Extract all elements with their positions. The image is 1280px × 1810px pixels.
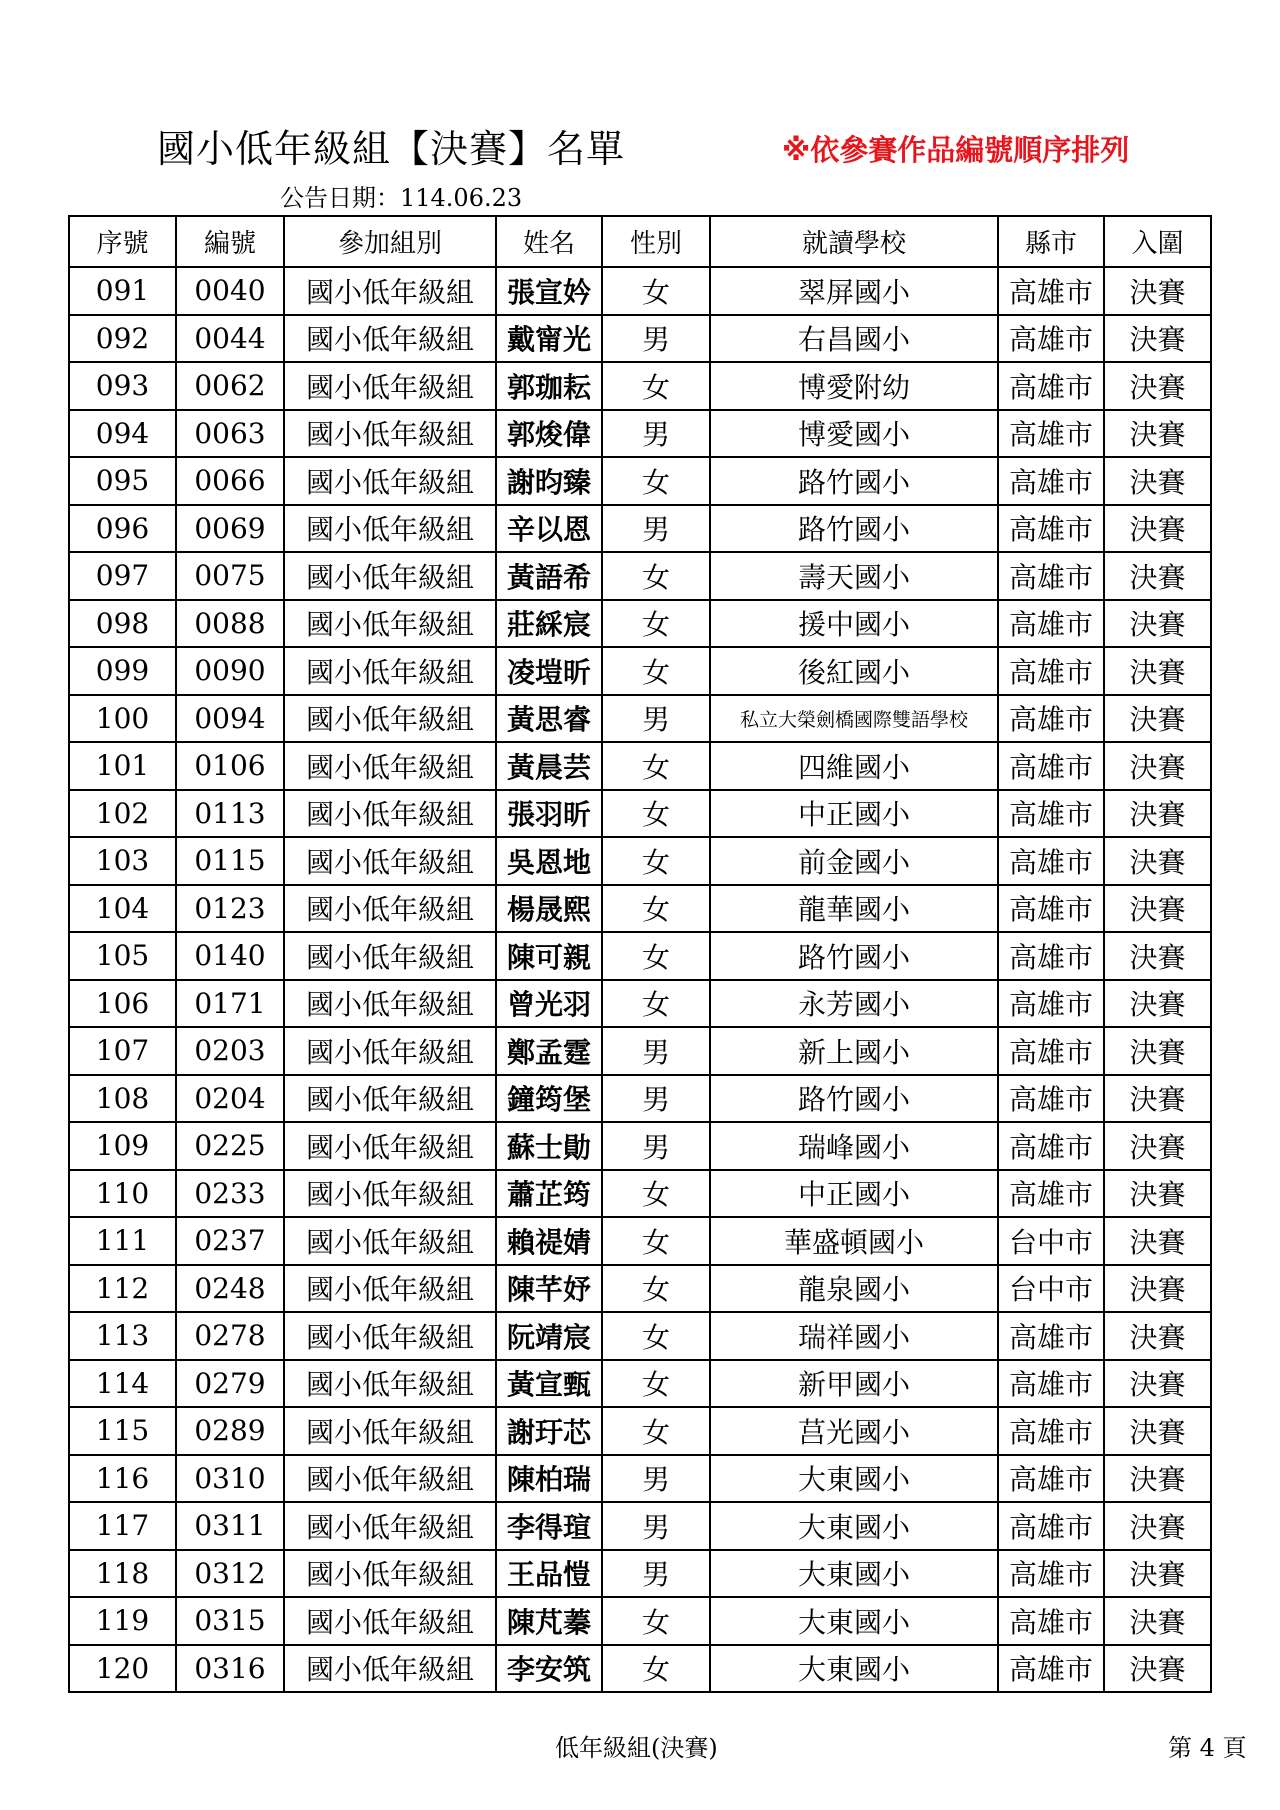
- city-cell: 高雄市: [998, 362, 1104, 410]
- id-cell: 0069: [176, 505, 284, 553]
- seq-cell: 102: [69, 790, 176, 838]
- group-cell: 國小低年級組: [284, 267, 496, 315]
- gender-cell: 女: [602, 1645, 710, 1693]
- seq-cell: 106: [69, 980, 176, 1028]
- seq-cell: 092: [69, 315, 176, 363]
- id-cell: 0203: [176, 1027, 284, 1075]
- school-cell: 路竹國小: [710, 1075, 998, 1123]
- name-cell: 戴甯光: [496, 315, 602, 363]
- city-cell: 高雄市: [998, 1360, 1104, 1408]
- result-cell: 決賽: [1104, 267, 1211, 315]
- name-cell: 黃晨芸: [496, 742, 602, 790]
- group-cell: 國小低年級組: [284, 742, 496, 790]
- result-cell: 決賽: [1104, 1265, 1211, 1313]
- name-cell: 蕭芷筠: [496, 1170, 602, 1218]
- gender-cell: 女: [602, 1217, 710, 1265]
- seq-cell: 095: [69, 457, 176, 505]
- table-row: [69, 837, 1211, 885]
- table-row: [69, 1407, 1211, 1455]
- name-cell: 楊晟熙: [496, 885, 602, 933]
- id-cell: 0311: [176, 1502, 284, 1550]
- group-cell: 國小低年級組: [284, 1455, 496, 1503]
- school-cell: 大東國小: [710, 1550, 998, 1598]
- name-cell: 黃語希: [496, 552, 602, 600]
- group-cell: 國小低年級組: [284, 647, 496, 695]
- id-cell: 0106: [176, 742, 284, 790]
- result-cell: 決賽: [1104, 315, 1211, 363]
- group-cell: 國小低年級組: [284, 1027, 496, 1075]
- table-row: [69, 790, 1211, 838]
- seq-cell: 119: [69, 1597, 176, 1645]
- school-cell: 莒光國小: [710, 1407, 998, 1455]
- id-cell: 0094: [176, 695, 284, 743]
- id-cell: 0225: [176, 1122, 284, 1170]
- result-cell: 決賽: [1104, 932, 1211, 980]
- name-cell: 鐘筠堡: [496, 1075, 602, 1123]
- school-cell: 新上國小: [710, 1027, 998, 1075]
- table-row: [69, 932, 1211, 980]
- school-cell: 路竹國小: [710, 932, 998, 980]
- school-cell: 援中國小: [710, 600, 998, 648]
- table-row: [69, 1550, 1211, 1598]
- result-cell: 決賽: [1104, 600, 1211, 648]
- school-cell: 新甲國小: [710, 1360, 998, 1408]
- seq-cell: 109: [69, 1122, 176, 1170]
- table-row: [69, 362, 1211, 410]
- city-cell: 高雄市: [998, 505, 1104, 553]
- name-cell: 黃思睿: [496, 695, 602, 743]
- table-row: [69, 742, 1211, 790]
- city-cell: 高雄市: [998, 742, 1104, 790]
- name-cell: 蘇士勛: [496, 1122, 602, 1170]
- col-header-gender: 性別: [602, 216, 710, 267]
- city-cell: 高雄市: [998, 552, 1104, 600]
- col-header-group: 參加組別: [284, 216, 496, 267]
- seq-cell: 118: [69, 1550, 176, 1598]
- city-cell: 高雄市: [998, 980, 1104, 1028]
- table-row: [69, 1122, 1211, 1170]
- announcement-date: 公告日期：114.06.23: [280, 184, 523, 212]
- id-cell: 0171: [176, 980, 284, 1028]
- col-header-name: 姓名: [496, 216, 602, 267]
- group-cell: 國小低年級組: [284, 1645, 496, 1693]
- seq-cell: 094: [69, 410, 176, 458]
- seq-cell: 100: [69, 695, 176, 743]
- city-cell: 高雄市: [998, 1550, 1104, 1598]
- city-cell: 高雄市: [998, 647, 1104, 695]
- gender-cell: 女: [602, 790, 710, 838]
- result-cell: 決賽: [1104, 695, 1211, 743]
- seq-cell: 093: [69, 362, 176, 410]
- gender-cell: 女: [602, 1407, 710, 1455]
- city-cell: 高雄市: [998, 267, 1104, 315]
- city-cell: 高雄市: [998, 1502, 1104, 1550]
- group-cell: 國小低年級組: [284, 1265, 496, 1313]
- seq-cell: 114: [69, 1360, 176, 1408]
- gender-cell: 女: [602, 1597, 710, 1645]
- gender-cell: 女: [602, 837, 710, 885]
- id-cell: 0115: [176, 837, 284, 885]
- seq-cell: 096: [69, 505, 176, 553]
- school-cell: 中正國小: [710, 1170, 998, 1218]
- result-cell: 決賽: [1104, 1502, 1211, 1550]
- name-cell: 張羽昕: [496, 790, 602, 838]
- city-cell: 高雄市: [998, 885, 1104, 933]
- group-cell: 國小低年級組: [284, 410, 496, 458]
- table-row: [69, 1170, 1211, 1218]
- id-cell: 0040: [176, 267, 284, 315]
- result-cell: 決賽: [1104, 1122, 1211, 1170]
- school-cell: 大東國小: [710, 1502, 998, 1550]
- name-cell: 張宣妗: [496, 267, 602, 315]
- gender-cell: 女: [602, 932, 710, 980]
- seq-cell: 111: [69, 1217, 176, 1265]
- group-cell: 國小低年級組: [284, 1550, 496, 1598]
- seq-cell: 105: [69, 932, 176, 980]
- table-row: [69, 600, 1211, 648]
- table-row: [69, 1027, 1211, 1075]
- name-cell: 凌塏昕: [496, 647, 602, 695]
- name-cell: 辛以恩: [496, 505, 602, 553]
- school-cell: 中正國小: [710, 790, 998, 838]
- gender-cell: 男: [602, 1550, 710, 1598]
- table-row: [69, 1265, 1211, 1313]
- result-cell: 決賽: [1104, 1170, 1211, 1218]
- table-row: [69, 1312, 1211, 1360]
- city-cell: 高雄市: [998, 695, 1104, 743]
- result-cell: 決賽: [1104, 1075, 1211, 1123]
- id-cell: 0075: [176, 552, 284, 600]
- city-cell: 高雄市: [998, 1027, 1104, 1075]
- seq-cell: 097: [69, 552, 176, 600]
- result-cell: 決賽: [1104, 1407, 1211, 1455]
- table-row: [69, 1217, 1211, 1265]
- group-cell: 國小低年級組: [284, 362, 496, 410]
- result-cell: 決賽: [1104, 837, 1211, 885]
- group-cell: 國小低年級組: [284, 1407, 496, 1455]
- group-cell: 國小低年級組: [284, 1170, 496, 1218]
- gender-cell: 女: [602, 1360, 710, 1408]
- gender-cell: 女: [602, 362, 710, 410]
- id-cell: 0123: [176, 885, 284, 933]
- gender-cell: 女: [602, 980, 710, 1028]
- seq-cell: 099: [69, 647, 176, 695]
- col-header-id: 編號: [176, 216, 284, 267]
- gender-cell: 男: [602, 1122, 710, 1170]
- gender-cell: 男: [602, 1455, 710, 1503]
- seq-cell: 117: [69, 1502, 176, 1550]
- school-cell: 大東國小: [710, 1597, 998, 1645]
- group-cell: 國小低年級組: [284, 457, 496, 505]
- result-cell: 決賽: [1104, 1360, 1211, 1408]
- school-cell: 瑞峰國小: [710, 1122, 998, 1170]
- id-cell: 0248: [176, 1265, 284, 1313]
- gender-cell: 女: [602, 742, 710, 790]
- city-cell: 高雄市: [998, 1122, 1104, 1170]
- seq-cell: 098: [69, 600, 176, 648]
- col-header-school: 就讀學校: [710, 216, 998, 267]
- city-cell: 高雄市: [998, 1645, 1104, 1693]
- seq-cell: 110: [69, 1170, 176, 1218]
- city-cell: 高雄市: [998, 1407, 1104, 1455]
- city-cell: 高雄市: [998, 1075, 1104, 1123]
- group-cell: 國小低年級組: [284, 837, 496, 885]
- school-cell: 華盛頓國小: [710, 1217, 998, 1265]
- result-cell: 決賽: [1104, 885, 1211, 933]
- result-cell: 決賽: [1104, 1312, 1211, 1360]
- name-cell: 陳柏瑞: [496, 1455, 602, 1503]
- id-cell: 0310: [176, 1455, 284, 1503]
- seq-cell: 113: [69, 1312, 176, 1360]
- table-row: [69, 315, 1211, 363]
- result-cell: 決賽: [1104, 647, 1211, 695]
- group-cell: 國小低年級組: [284, 1360, 496, 1408]
- seq-cell: 116: [69, 1455, 176, 1503]
- id-cell: 0063: [176, 410, 284, 458]
- seq-cell: 103: [69, 837, 176, 885]
- gender-cell: 女: [602, 600, 710, 648]
- group-cell: 國小低年級組: [284, 932, 496, 980]
- group-cell: 國小低年級組: [284, 1597, 496, 1645]
- result-cell: 決賽: [1104, 1455, 1211, 1503]
- city-cell: 高雄市: [998, 1455, 1104, 1503]
- school-cell: 永芳國小: [710, 980, 998, 1028]
- id-cell: 0204: [176, 1075, 284, 1123]
- gender-cell: 女: [602, 267, 710, 315]
- name-cell: 黃宣甄: [496, 1360, 602, 1408]
- gender-cell: 女: [602, 457, 710, 505]
- school-cell: 右昌國小: [710, 315, 998, 363]
- result-cell: 決賽: [1104, 505, 1211, 553]
- id-cell: 0233: [176, 1170, 284, 1218]
- group-cell: 國小低年級組: [284, 1217, 496, 1265]
- result-cell: 決賽: [1104, 1597, 1211, 1645]
- group-cell: 國小低年級組: [284, 695, 496, 743]
- city-cell: 台中市: [998, 1217, 1104, 1265]
- table-row: [69, 1645, 1211, 1693]
- table-row: [69, 457, 1211, 505]
- city-cell: 高雄市: [998, 410, 1104, 458]
- id-cell: 0315: [176, 1597, 284, 1645]
- id-cell: 0113: [176, 790, 284, 838]
- table-row: [69, 1502, 1211, 1550]
- result-cell: 決賽: [1104, 980, 1211, 1028]
- school-cell: 翠屏國小: [710, 267, 998, 315]
- table-row: [69, 505, 1211, 553]
- page-title: 國小低年級組【決賽】名單: [157, 127, 626, 171]
- table-row: [69, 647, 1211, 695]
- gender-cell: 男: [602, 1027, 710, 1075]
- gender-cell: 男: [602, 315, 710, 363]
- school-cell: 博愛國小: [710, 410, 998, 458]
- school-cell: 大東國小: [710, 1455, 998, 1503]
- page-number: 第 4 頁: [1168, 1734, 1247, 1762]
- seq-cell: 101: [69, 742, 176, 790]
- seq-cell: 104: [69, 885, 176, 933]
- group-cell: 國小低年級組: [284, 1075, 496, 1123]
- result-cell: 決賽: [1104, 1550, 1211, 1598]
- table-row: [69, 885, 1211, 933]
- city-cell: 高雄市: [998, 457, 1104, 505]
- id-cell: 0316: [176, 1645, 284, 1693]
- school-cell: 路竹國小: [710, 505, 998, 553]
- table-body: [69, 267, 1211, 1692]
- name-cell: 謝玗芯: [496, 1407, 602, 1455]
- group-cell: 國小低年級組: [284, 552, 496, 600]
- group-cell: 國小低年級組: [284, 1502, 496, 1550]
- id-cell: 0062: [176, 362, 284, 410]
- result-cell: 決賽: [1104, 1217, 1211, 1265]
- result-cell: 決賽: [1104, 552, 1211, 600]
- city-cell: 高雄市: [998, 790, 1104, 838]
- table-row: [69, 1455, 1211, 1503]
- id-cell: 0044: [176, 315, 284, 363]
- seq-cell: 112: [69, 1265, 176, 1313]
- city-cell: 高雄市: [998, 600, 1104, 648]
- group-cell: 國小低年級組: [284, 1122, 496, 1170]
- city-cell: 高雄市: [998, 837, 1104, 885]
- group-cell: 國小低年級組: [284, 980, 496, 1028]
- name-cell: 阮靖宸: [496, 1312, 602, 1360]
- city-cell: 高雄市: [998, 1597, 1104, 1645]
- id-cell: 0278: [176, 1312, 284, 1360]
- school-cell: 私立大榮劍橋國際雙語學校: [710, 695, 998, 743]
- gender-cell: 女: [602, 552, 710, 600]
- id-cell: 0279: [176, 1360, 284, 1408]
- table-row: [69, 267, 1211, 315]
- finalist-table: [68, 215, 1212, 1693]
- sort-note: ※依參賽作品編號順序排列: [782, 133, 1130, 167]
- id-cell: 0140: [176, 932, 284, 980]
- result-cell: 決賽: [1104, 362, 1211, 410]
- seq-cell: 091: [69, 267, 176, 315]
- table-row: [69, 1360, 1211, 1408]
- col-header-result: 入圍: [1104, 216, 1211, 267]
- name-cell: 郭珈耘: [496, 362, 602, 410]
- gender-cell: 女: [602, 647, 710, 695]
- result-cell: 決賽: [1104, 1645, 1211, 1693]
- name-cell: 謝昀臻: [496, 457, 602, 505]
- gender-cell: 男: [602, 695, 710, 743]
- group-cell: 國小低年級組: [284, 600, 496, 648]
- gender-cell: 男: [602, 410, 710, 458]
- school-cell: 瑞祥國小: [710, 1312, 998, 1360]
- group-cell: 國小低年級組: [284, 1312, 496, 1360]
- seq-cell: 115: [69, 1407, 176, 1455]
- table-row: [69, 1075, 1211, 1123]
- group-cell: 國小低年級組: [284, 885, 496, 933]
- city-cell: 高雄市: [998, 1312, 1104, 1360]
- result-cell: 決賽: [1104, 1027, 1211, 1075]
- name-cell: 曾光羽: [496, 980, 602, 1028]
- gender-cell: 女: [602, 1265, 710, 1313]
- city-cell: 高雄市: [998, 1170, 1104, 1218]
- school-cell: 大東國小: [710, 1645, 998, 1693]
- school-cell: 博愛附幼: [710, 362, 998, 410]
- name-cell: 李安筑: [496, 1645, 602, 1693]
- id-cell: 0066: [176, 457, 284, 505]
- col-header-city: 縣市: [998, 216, 1104, 267]
- school-cell: 後紅國小: [710, 647, 998, 695]
- col-header-seq: 序號: [69, 216, 176, 267]
- id-cell: 0312: [176, 1550, 284, 1598]
- table-row: [69, 980, 1211, 1028]
- name-cell: 陳芃蓁: [496, 1597, 602, 1645]
- table-row: [69, 1597, 1211, 1645]
- gender-cell: 男: [602, 1075, 710, 1123]
- gender-cell: 男: [602, 1502, 710, 1550]
- name-cell: 李得瑄: [496, 1502, 602, 1550]
- result-cell: 決賽: [1104, 410, 1211, 458]
- name-cell: 賴禔婧: [496, 1217, 602, 1265]
- table-row: [69, 552, 1211, 600]
- gender-cell: 女: [602, 885, 710, 933]
- name-cell: 陳芊妤: [496, 1265, 602, 1313]
- name-cell: 王品愷: [496, 1550, 602, 1598]
- school-cell: 壽天國小: [710, 552, 998, 600]
- table-row: [69, 410, 1211, 458]
- gender-cell: 男: [602, 505, 710, 553]
- gender-cell: 女: [602, 1170, 710, 1218]
- school-cell: 前金國小: [710, 837, 998, 885]
- name-cell: 陳可親: [496, 932, 602, 980]
- name-cell: 鄭孟霆: [496, 1027, 602, 1075]
- result-cell: 決賽: [1104, 790, 1211, 838]
- footer-section-label: 低年級組(決賽): [555, 1734, 718, 1762]
- school-cell: 龍華國小: [710, 885, 998, 933]
- name-cell: 郭焌偉: [496, 410, 602, 458]
- group-cell: 國小低年級組: [284, 790, 496, 838]
- id-cell: 0090: [176, 647, 284, 695]
- table-row: [69, 695, 1211, 743]
- gender-cell: 女: [602, 1312, 710, 1360]
- result-cell: 決賽: [1104, 742, 1211, 790]
- seq-cell: 107: [69, 1027, 176, 1075]
- table-header-row: [69, 216, 1211, 267]
- seq-cell: 108: [69, 1075, 176, 1123]
- school-cell: 路竹國小: [710, 457, 998, 505]
- group-cell: 國小低年級組: [284, 505, 496, 553]
- group-cell: 國小低年級組: [284, 315, 496, 363]
- name-cell: 吳恩地: [496, 837, 602, 885]
- city-cell: 高雄市: [998, 932, 1104, 980]
- result-cell: 決賽: [1104, 457, 1211, 505]
- id-cell: 0088: [176, 600, 284, 648]
- id-cell: 0289: [176, 1407, 284, 1455]
- school-cell: 四維國小: [710, 742, 998, 790]
- id-cell: 0237: [176, 1217, 284, 1265]
- seq-cell: 120: [69, 1645, 176, 1693]
- school-cell: 龍泉國小: [710, 1265, 998, 1313]
- name-cell: 莊綵宸: [496, 600, 602, 648]
- city-cell: 高雄市: [998, 315, 1104, 363]
- city-cell: 台中市: [998, 1265, 1104, 1313]
